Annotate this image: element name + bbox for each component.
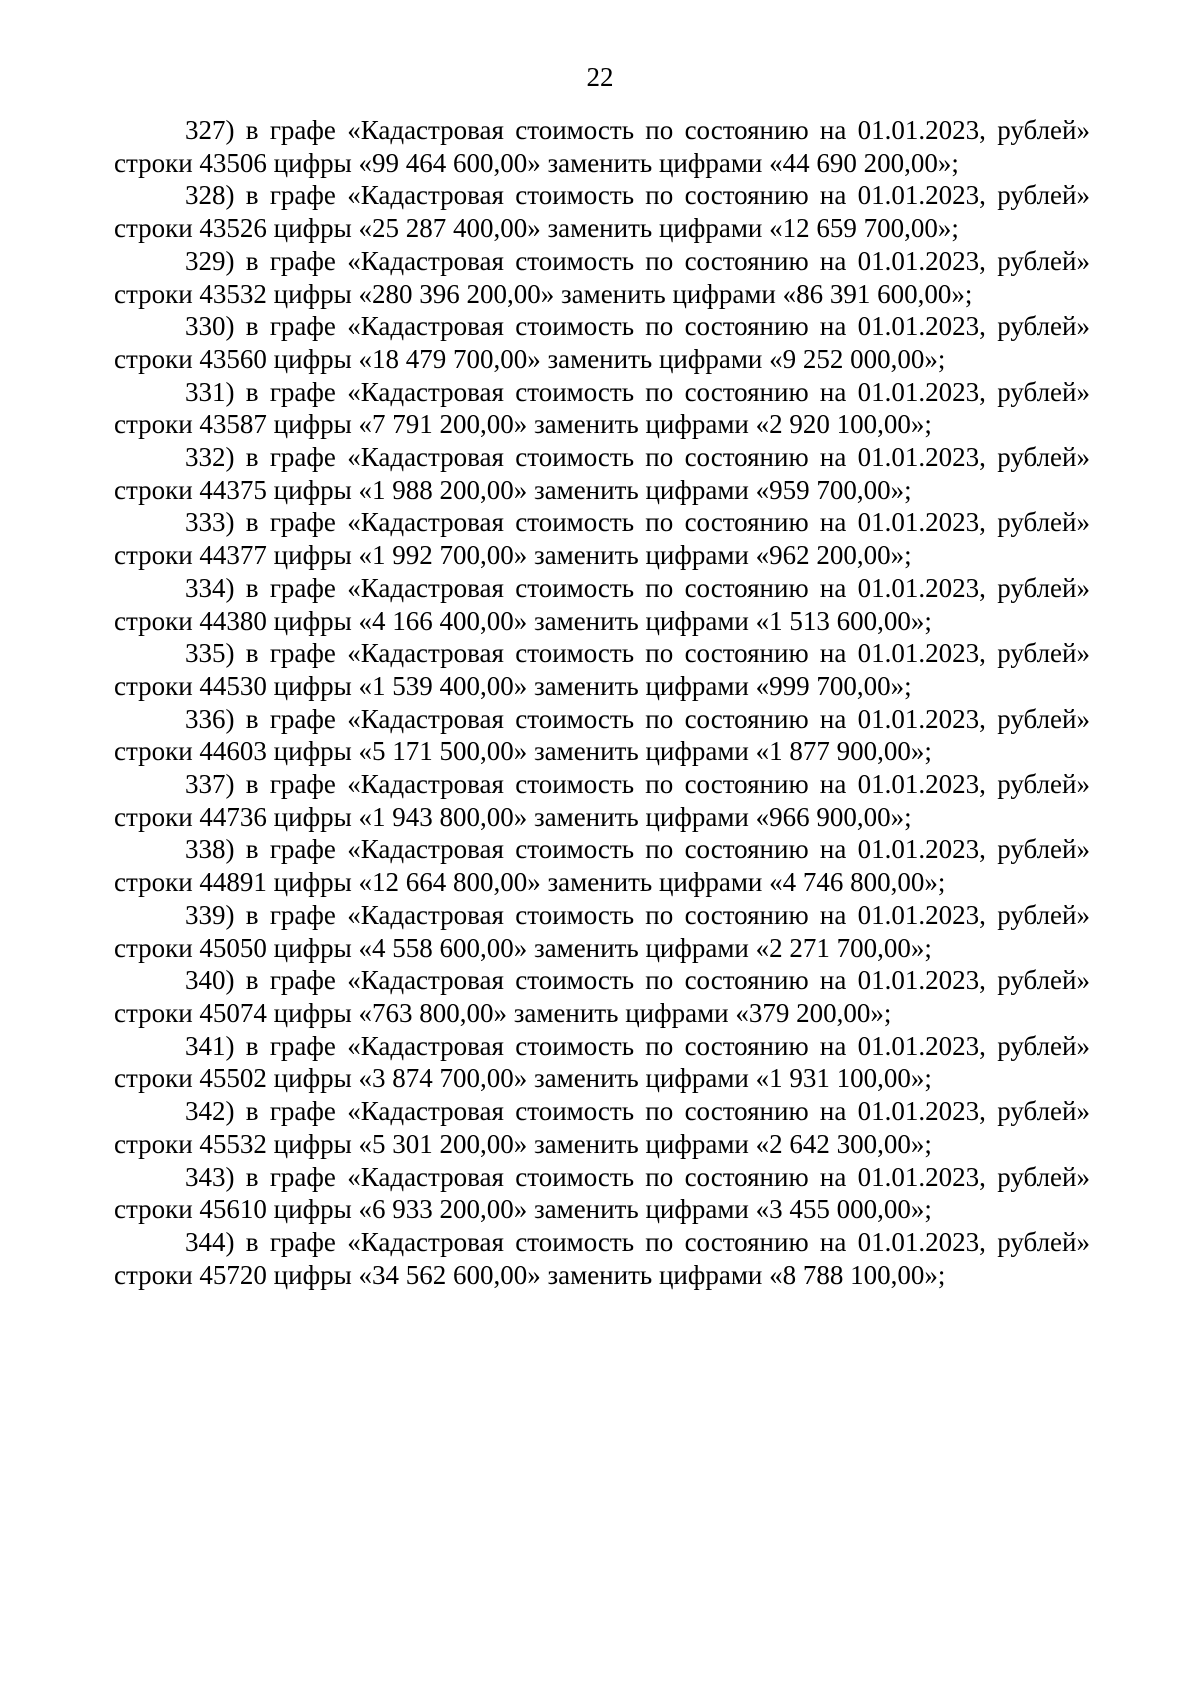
amendment-item: 339) в графе «Кадастровая стоимость по состоянию на 01.01.2023, рублей» строки 45050 цифры «4 558 600,00» заменить цифрами «2 271 700,00»; <box>114 899 1090 963</box>
amendment-item: 337) в графе «Кадастровая стоимость по состоянию на 01.01.2023, рублей» строки 44736 цифры «1 943 800,00» заменить цифрами «966 900,00»; <box>114 769 1090 832</box>
amendment-item: 332) в графе «Кадастровая стоимость по состоянию на 01.01.2023, рублей» строки 44375 цифры «1 988 200,00» заменить цифрами «959 700,00»; <box>114 442 1090 505</box>
amendment-item: 329) в графе «Кадастровая стоимость по состоянию на 01.01.2023, рублей» строки 43532 цифры «280 396 200,00» заменить цифрами «86 391 600,00»; <box>114 245 1090 309</box>
amendment-item: 335) в графе «Кадастровая стоимость по состоянию на 01.01.2023, рублей» строки 44530 цифры «1 539 400,00» заменить цифрами «999 700,00»; <box>114 638 1090 701</box>
amendment-item: 330) в графе «Кадастровая стоимость по состоянию на 01.01.2023, рублей» строки 43560 цифры «18 479 700,00» заменить цифрами «9 252 000,00»; <box>114 311 1090 374</box>
amendment-item: 327) в графе «Кадастровая стоимость по состоянию на 01.01.2023, рублей» строки 43506 цифры «99 464 600,00» заменить цифрами «44 690 200,00»; <box>114 115 1090 178</box>
amendment-item: 338) в графе «Кадастровая стоимость по состоянию на 01.01.2023, рублей» строки 44891 цифры «12 664 800,00» заменить цифрами «4 746 800,00»; <box>114 834 1090 898</box>
amendment-item: 331) в графе «Кадастровая стоимость по состоянию на 01.01.2023, рублей» строки 43587 цифры «7 791 200,00» заменить цифрами «2 920 100,00»; <box>114 376 1090 440</box>
amendment-item: 341) в графе «Кадастровая стоимость по состоянию на 01.01.2023, рублей» строки 45502 цифры «3 874 700,00» заменить цифрами «1 931 100,00»; <box>114 1030 1090 1094</box>
amendment-item: 342) в графе «Кадастровая стоимость по состоянию на 01.01.2023, рублей» строки 45532 цифры «5 301 200,00» заменить цифрами «2 642 300,00»; <box>114 1096 1090 1159</box>
amendment-item: 328) в графе «Кадастровая стоимость по состоянию на 01.01.2023, рублей» строки 43526 цифры «25 287 400,00» заменить цифрами «12 659 700,00»; <box>114 180 1090 244</box>
amendment-item: 333) в графе «Кадастровая стоимость по состоянию на 01.01.2023, рублей» строки 44377 цифры «1 992 700,00» заменить цифрами «962 200,00»; <box>114 507 1090 571</box>
amendment-item: 334) в графе «Кадастровая стоимость по состоянию на 01.01.2023, рублей» строки 44380 цифры «4 166 400,00» заменить цифрами «1 513 600,00»; <box>114 572 1090 636</box>
amendment-item: 343) в графе «Кадастровая стоимость по состоянию на 01.01.2023, рублей» строки 45610 цифры «6 933 200,00» заменить цифрами «3 455 000,00»; <box>114 1161 1090 1225</box>
amendment-item: 344) в графе «Кадастровая стоимость по состоянию на 01.01.2023, рублей» строки 45720 цифры «34 562 600,00» заменить цифрами «8 788 100,00»; <box>114 1226 1090 1290</box>
amendment-item: 340) в графе «Кадастровая стоимость по состоянию на 01.01.2023, рублей» строки 45074 цифры «763 800,00» заменить цифрами «379 200,00»; <box>114 965 1090 1028</box>
amendment-list <box>114 114 1090 1291</box>
page-number: 22 <box>586 62 614 92</box>
amendment-item: 336) в графе «Кадастровая стоимость по состоянию на 01.01.2023, рублей» строки 44603 цифры «5 171 500,00» заменить цифрами «1 877 900,00»; <box>114 703 1090 767</box>
